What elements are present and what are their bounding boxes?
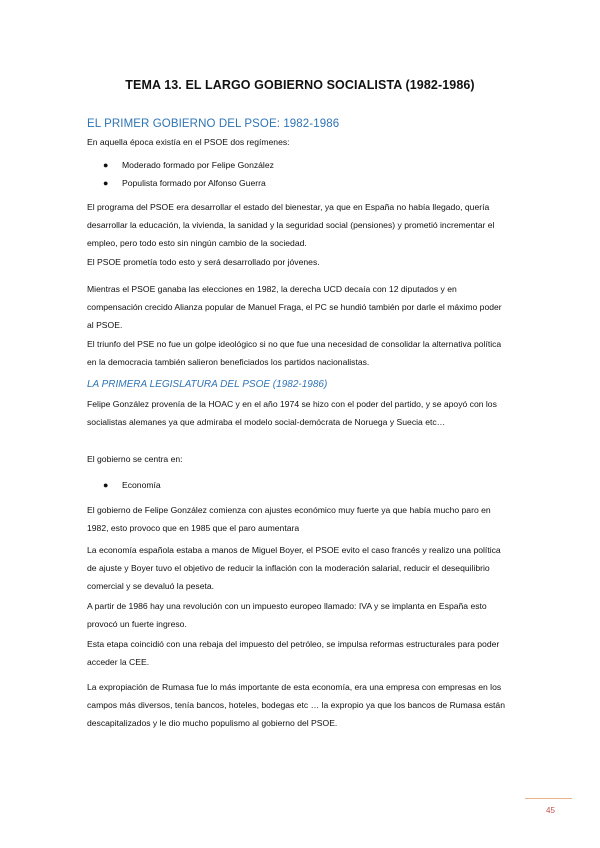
list-item	[103, 476, 161, 494]
paragraph: Felipe González provenía de la HOAC y en el año 1974 se hizo con el poder del partido, y se apoyó con los socialistas alemanes ya que admiraba el modelo social-demócrata de Noruega y Suecia etc…	[87, 399, 497, 427]
subsection-heading-primera-legislatura: LA PRIMERA LEGISLATURA DEL PSOE (1982-1986)	[87, 379, 328, 390]
paragraph: La expropiación de Rumasa fue lo más importante de esta economía, era una empresa con empresas en los campos más diversos, tenía bancos, hoteles, bodegas etc … la expropio ya que los bancos de Rumasa están descapitalizados y le dio mucho populismo al gobierno del PSOE.	[87, 682, 505, 728]
bullet-dot-icon: ●	[103, 480, 109, 490]
footer-rule	[525, 798, 572, 799]
list-item-label: Moderado formado por Felipe González	[122, 160, 274, 170]
paragraph-intro: En aquella época existía en el PSOE dos regímenes:	[87, 137, 290, 147]
list-item	[103, 156, 274, 174]
paragraph: Esta etapa coincidió con una rebaja del impuesto del petróleo, se impulsa reformas estructurales para poder acceder la CEE.	[87, 639, 500, 667]
list-item-label: Populista formado por Alfonso Guerra	[122, 178, 266, 188]
list-item	[103, 174, 266, 192]
paragraph: El gobierno se centra en:	[87, 454, 183, 464]
page-number: 45	[546, 806, 555, 815]
paragraph: El gobierno de Felipe González comienza con ajustes económico muy fuerte ya que había mucho paro en 1982, esto provoco que en 1985 que el paro aumentara	[87, 505, 491, 533]
paragraph: El PSOE prometía todo esto y será desarrollado por jóvenes.	[87, 257, 320, 267]
list-item-label: Economía	[122, 480, 161, 490]
paragraph: La economía española estaba a manos de Miguel Boyer, el PSOE evito el caso francés y realizo una política de ajuste y Boyer tuvo el objetivo de reducir la inflación con la moderación salarial, reducir el desequilibrio comercial y se devaluó la peseta.	[87, 545, 501, 591]
paragraph: A partir de 1986 hay una revolución con un impuesto europeo llamado: IVA y se implanta en España esto provocó un fuerte ingreso.	[87, 601, 487, 629]
paragraph: El programa del PSOE era desarrollar el estado del bienestar, ya que en España no había llegado, quería desarrollar la educación, la vivienda, la sanidad y la seguridad social (pensiones) y prometió incrementar el empleo, pero todo esto sin ningún cambio de la sociedad.	[87, 202, 495, 248]
bullet-dot-icon: ●	[103, 160, 109, 170]
section-heading-primer-gobierno: EL PRIMER GOBIERNO DEL PSOE: 1982-1986	[87, 118, 340, 130]
page-title: TEMA 13. EL LARGO GOBIERNO SOCIALISTA (1982-1986)	[125, 78, 475, 92]
bullet-dot-icon: ●	[103, 178, 109, 188]
paragraph: El triunfo del PSE no fue un golpe ideológico si no que fue una necesidad de consolidar la alternativa política en la democracia también salieron beneficiados los partidos nacionalistas.	[87, 339, 502, 367]
paragraph: Mientras el PSOE ganaba las elecciones en 1982, la derecha UCD decaía con 12 diputados y en compensación crecido Alianza popular de Manuel Fraga, el PC se hundió también por darle el máximo poder al PSOE.	[87, 284, 502, 330]
